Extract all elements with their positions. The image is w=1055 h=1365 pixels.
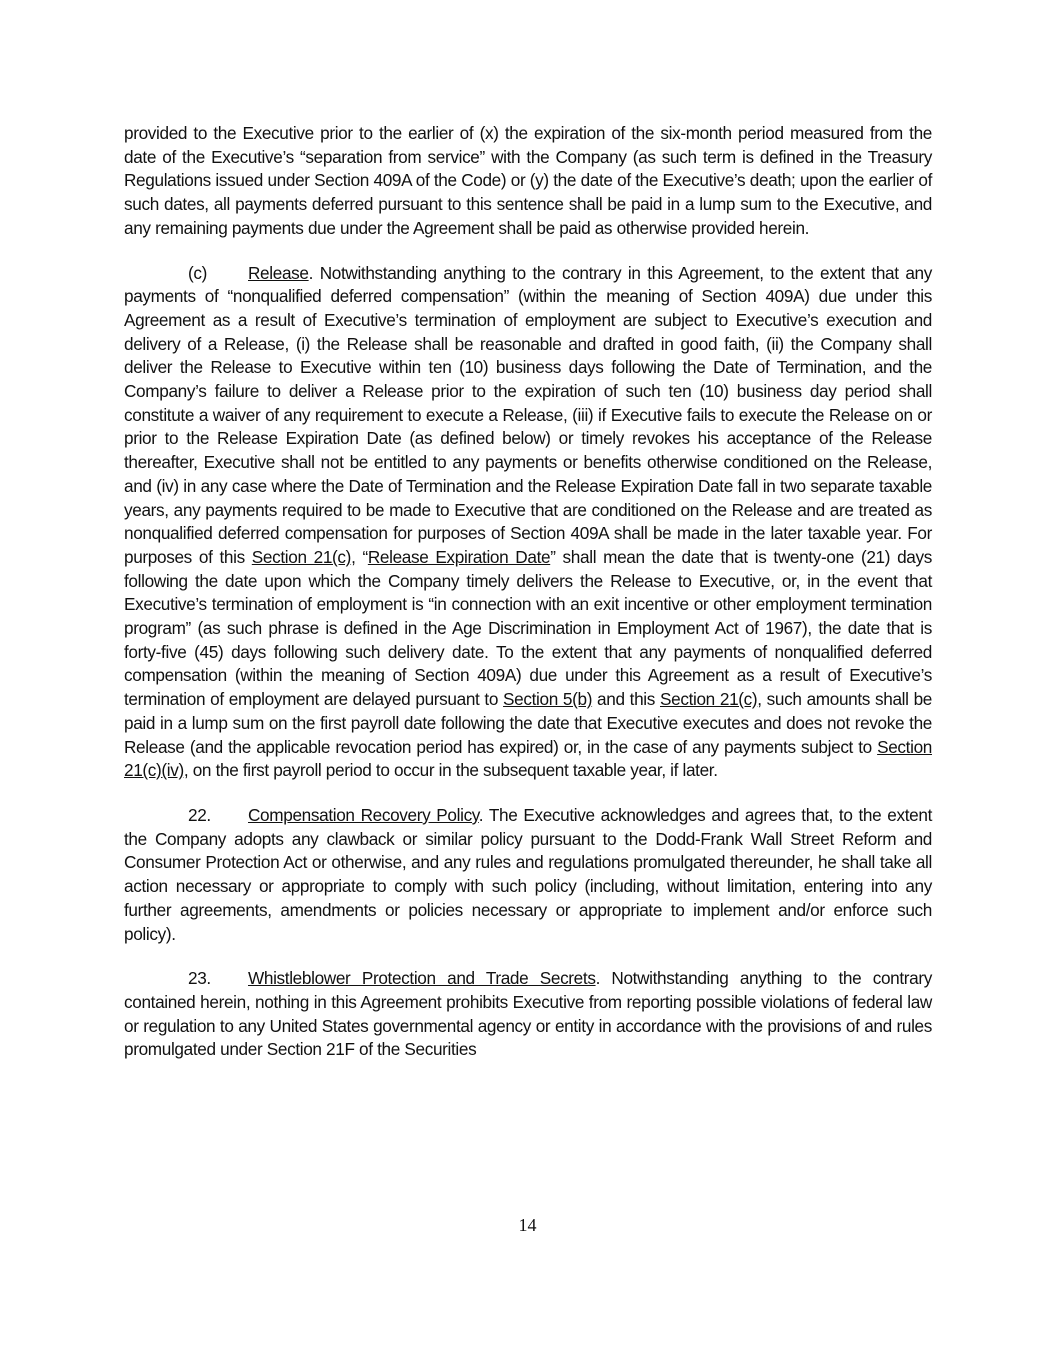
section-23-number: 23.: [188, 968, 211, 989]
cross-reference: Section 5(b): [503, 689, 593, 710]
continuation-paragraph: [124, 122, 932, 241]
paragraph-spacer: [124, 241, 932, 262]
cross-reference: Section 21(c): [251, 546, 352, 567]
section-22-text: . The Executive acknowledges and agrees that, to the extent the Company adopts any clawback or similar policy pursuant to the Dodd-Frank Wall Street Reform and Consumer Protection Act or otherwise, and any rules and regulations promulgated thereunder, he shall take all action necessary or appropriate to comply with such policy (including, without limitation, entering into any further agreements, amendments or policies necessary or appropriate to implement and/or enforce such policy).: [124, 804, 932, 944]
section-23-text: . Notwithstanding anything to the contrary contained herein, nothing in this Agreement prohibits Executive from reporting possible violations of federal law or regulation to any United States governmental agency or entity in accordance with the provisions of and rules promulgated under Section 21F of the Securities: [124, 968, 932, 1060]
section-c-text: , on the first payroll period to occur in the subsequent taxable year, if later.: [183, 760, 718, 781]
section-c-heading: Release: [248, 262, 309, 283]
section-22-number: 22.: [188, 804, 211, 825]
section-c-text: , “: [351, 546, 368, 567]
paragraph-spacer: [124, 946, 932, 967]
cross-reference: Section 21(c)(iv): [124, 736, 932, 781]
section-22-paragraph: [124, 804, 932, 946]
continuation-text: provided to the Executive prior to the earlier of (x) the expiration of the six-month period measured from the date of the Executive’s “separation from service” with the Company (as such term is defined in the Treasury Regulations issued under Section 409A of the Code) or (y) the date of the Executive’s death; upon the earlier of such dates, all payments deferred pursuant to this sentence shall be paid in a lump sum to the Executive, and any remaining payments due under the Agreement shall be paid as otherwise provided herein.: [124, 123, 932, 238]
section-23-paragraph: [124, 967, 932, 1062]
section-c-paragraph: [124, 262, 932, 783]
page-number: 14: [518, 1215, 537, 1235]
section-c-text: ” shall mean the date that is twenty-one (21) days following the date upon which the Company timely delivers the Release to Executive, or, in the event that Executive’s termination of employment is “in connection with an exit incentive or other employment termination program” (as such phrase is defined in the Age Discrimination in Employment Act of 1967), the date that is forty-five (45) days following such delivery date. To the extent that any payments of nonqualified deferred compensation (within the meaning of Section 409A) due under this Agreement as a result of Executive’s termination of employment are delayed pursuant to: [124, 546, 933, 710]
section-22-heading: Compensation Recovery Policy: [248, 804, 479, 825]
paragraph-spacer: [124, 783, 932, 804]
section-23-heading: Whistleblower Protection and Trade Secrets: [248, 968, 596, 989]
document-page: [124, 122, 932, 1062]
section-c-text: and this: [592, 689, 660, 710]
section-c-label: (c): [188, 262, 207, 283]
cross-reference: Section 21(c): [660, 689, 758, 710]
section-c-text: . Notwithstanding anything to the contrary in this Agreement, to the extent that any payments of “nonqualified deferred compensation” (within the meaning of Section 409A) due under this Agreement as a result of Executive’s termination of employment are subject to Executive’s execution and delivery of a Release, (i) the Release shall be reasonable and drafted in good faith, (ii) the Company shall deliver the Release to Executive within ten (10) business days following the Date of Termination, and the Company’s failure to deliver a Release prior to the expiration of such ten (10) business day period shall constitute a waiver of any requirement to execute a Release, (iii) if Executive fails to execute the Release on or prior to the Release Expiration Date (as defined below) or timely revokes his acceptance of the Release thereafter, Executive shall not be entitled to any payments or benefits otherwise conditioned on the Release, and (iv) in any case where the Date of Termination and the Release Expiration Date fall in two separate taxable years, any payments required to be made to Executive that are conditioned on the Release and are treated as nonqualified deferred compensation for purposes of Section 409A shall be made in the later taxable year. For purposes of this: [124, 262, 932, 567]
section-c-text: , such amounts shall be paid in a lump sum on the first payroll date following the date that Executive executes and does not revoke the Release (and the applicable revocation period has expired) or, in the case of any payments subject to: [124, 689, 933, 757]
defined-term: Release Expiration Date: [367, 546, 551, 567]
